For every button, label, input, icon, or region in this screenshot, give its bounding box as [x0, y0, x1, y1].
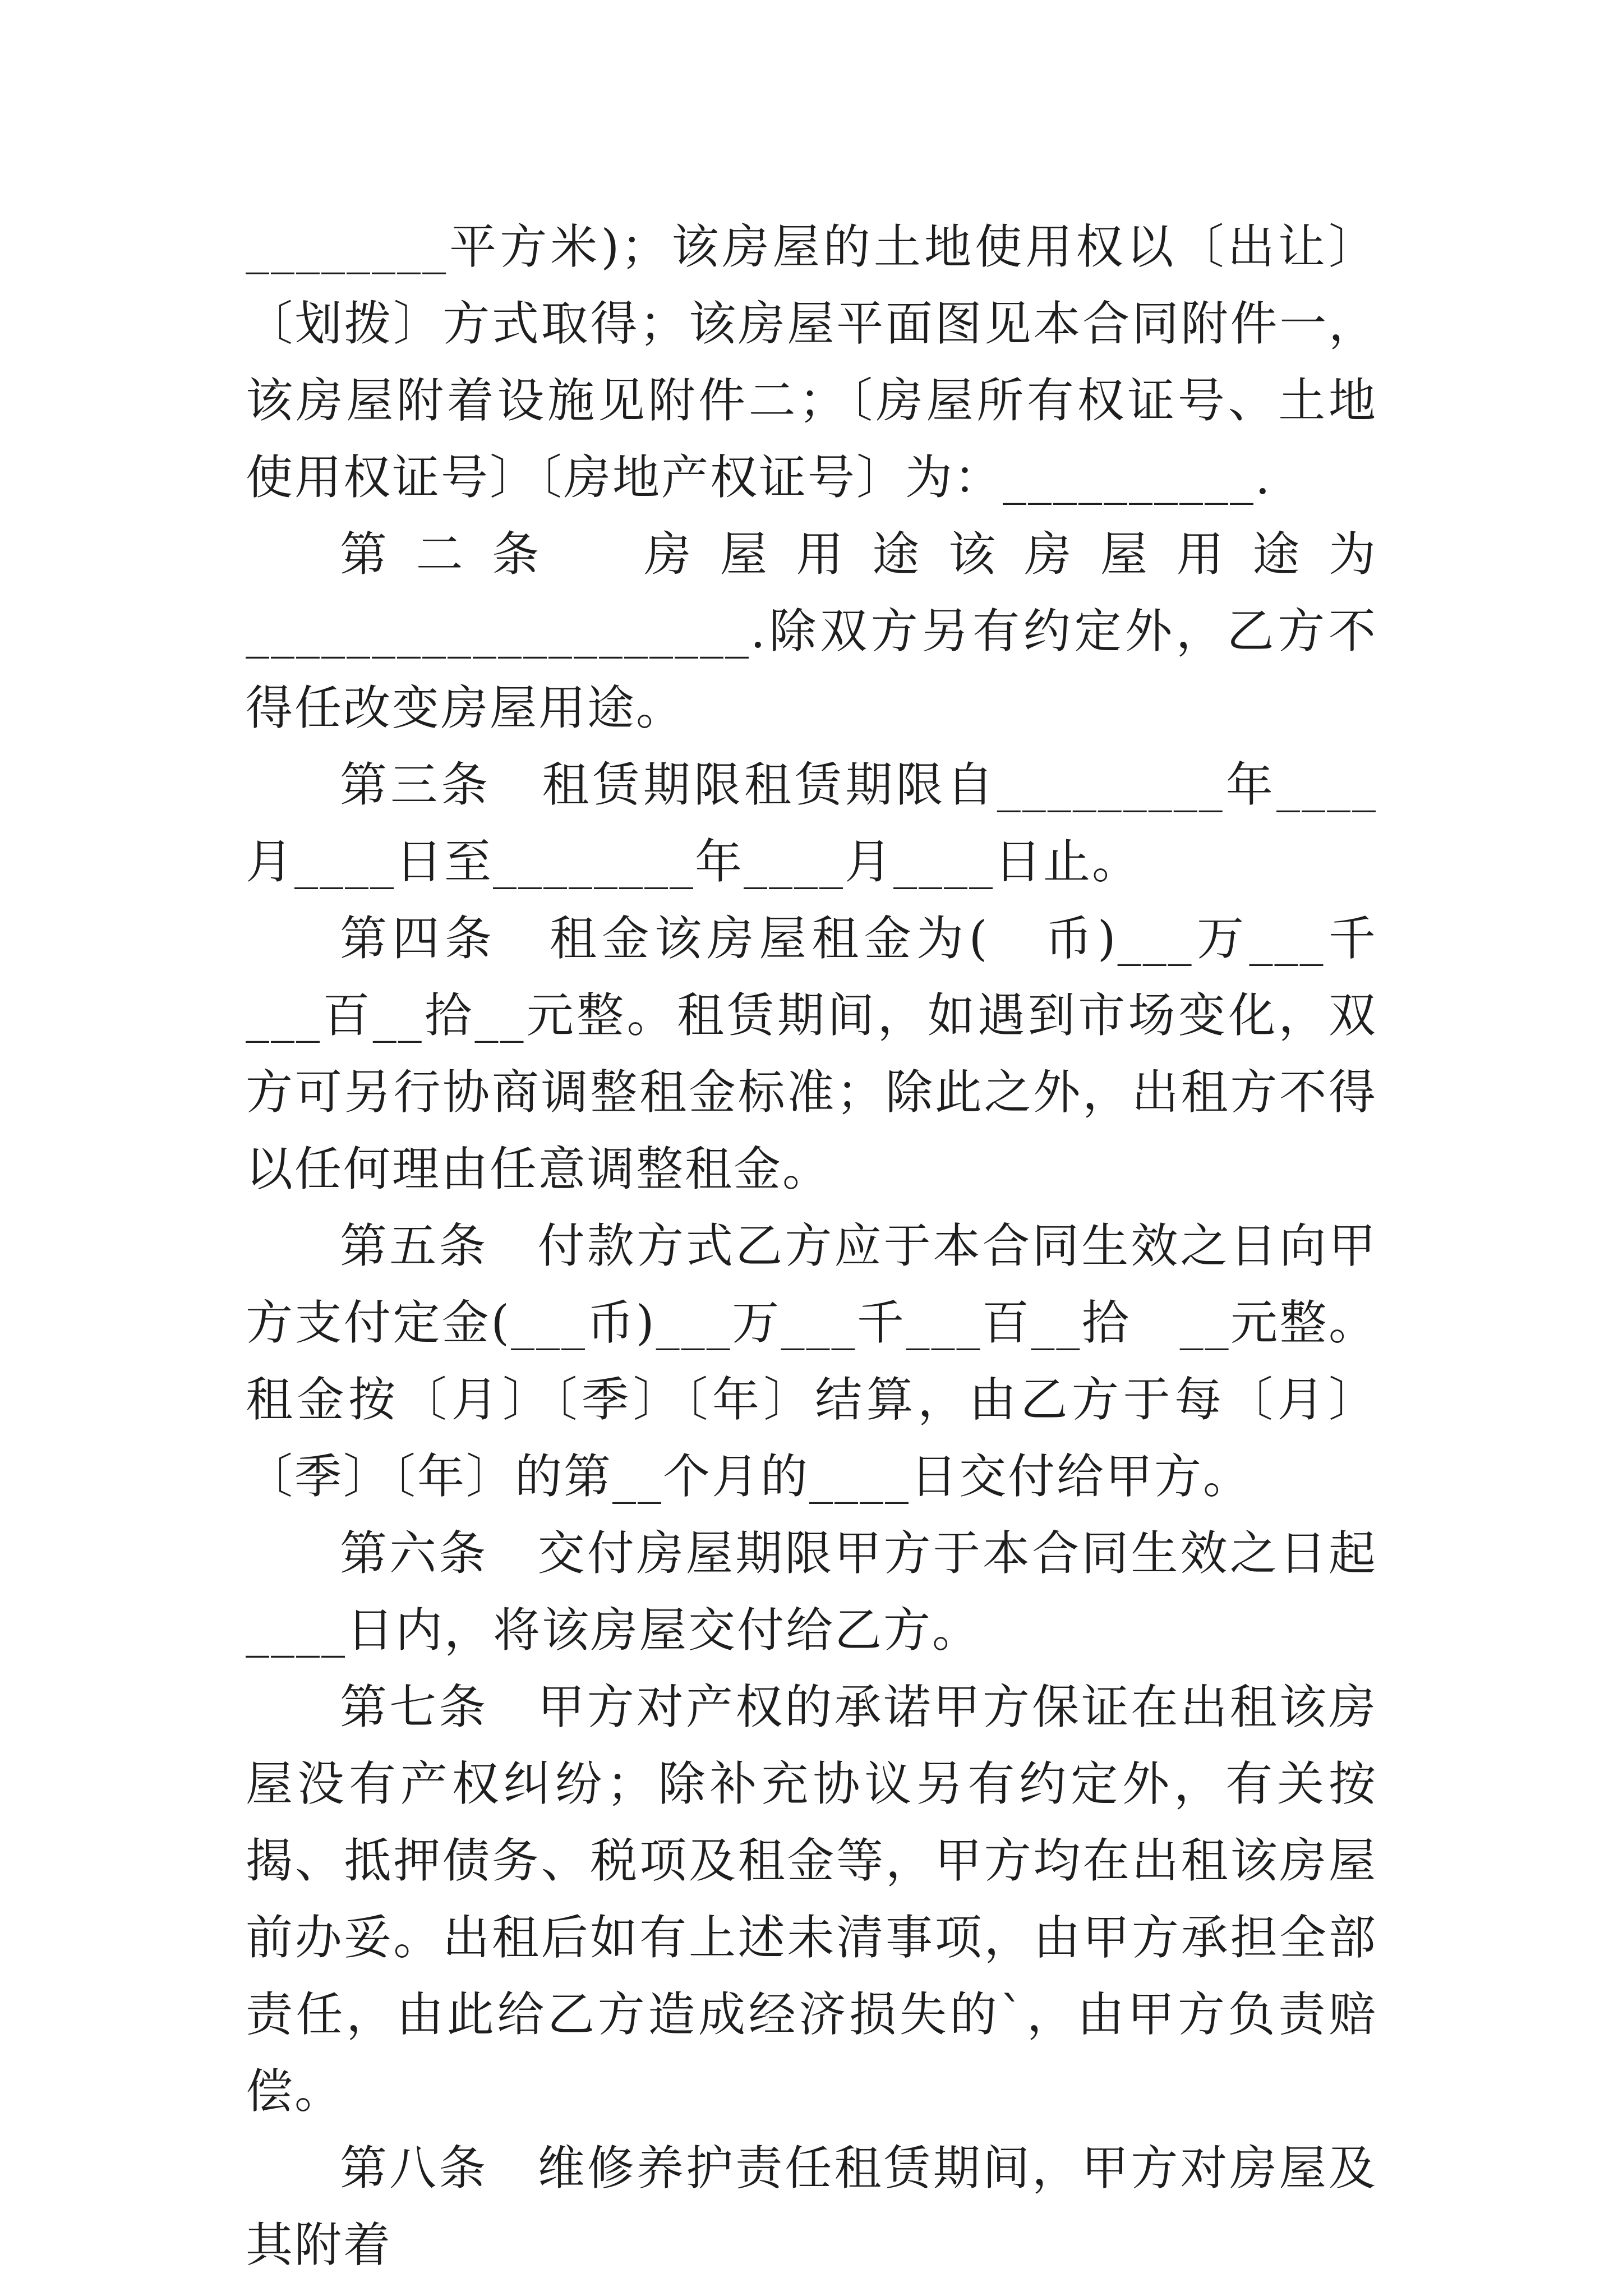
- paragraph-article-4: 第四条 租金该房屋租金为( 币)___万___千___百__拾__元整。租赁期间，如遇到市场变化，双方可另行协商调整租金标准；除此之外，出租方不得以任何理由任意调整租金。: [246, 911, 1377, 1197]
- paragraph-article-8: 第八条 维修养护责任租赁期间，甲方对房屋及其附着: [246, 2141, 1377, 2272]
- paragraph-article-3: 第三条 租赁期限租赁期限自_________年____月____日至________年____月____日止。: [246, 757, 1377, 889]
- paragraph-continuation: ________平方米)；该房屋的土地使用权以〔出让〕〔划拨〕方式取得；该房屋平面图见本合同附件一，该房屋附着设施见附件二；〔房屋所有权证号、土地使用权证号〕〔房地产权证号〕为：__________.: [246, 219, 1377, 505]
- paragraph-article-6: 第六条 交付房屋期限甲方于本合同生效之日起____日内，将该房屋交付给乙方。: [246, 1526, 1377, 1658]
- contract-body: [246, 209, 1377, 2284]
- paragraph-article-5: 第五条 付款方式乙方应于本合同生效之日向甲方支付定金(___币)___万___千___百__拾 __元整。租金按〔月〕〔季〕〔年〕结算，由乙方于每〔月〕〔季〕〔年〕的第__个月的____日交付给甲方。: [246, 1218, 1377, 1504]
- paragraph-article-2: 第二条 房屋用途该房屋用途为____________________.除双方另有约定外，乙方不得任改变房屋用途。: [246, 527, 1377, 735]
- paragraph-article-7: 第七条 甲方对产权的承诺甲方保证在出租该房屋没有产权纠纷；除补充协议另有约定外，有关按揭、抵押债务、税项及租金等，甲方均在出租该房屋前办妥。出租后如有上述未清事项，由甲方承担全部责任，由此给乙方造成经济损失的`，由甲方负责赔偿。: [246, 1680, 1377, 2119]
